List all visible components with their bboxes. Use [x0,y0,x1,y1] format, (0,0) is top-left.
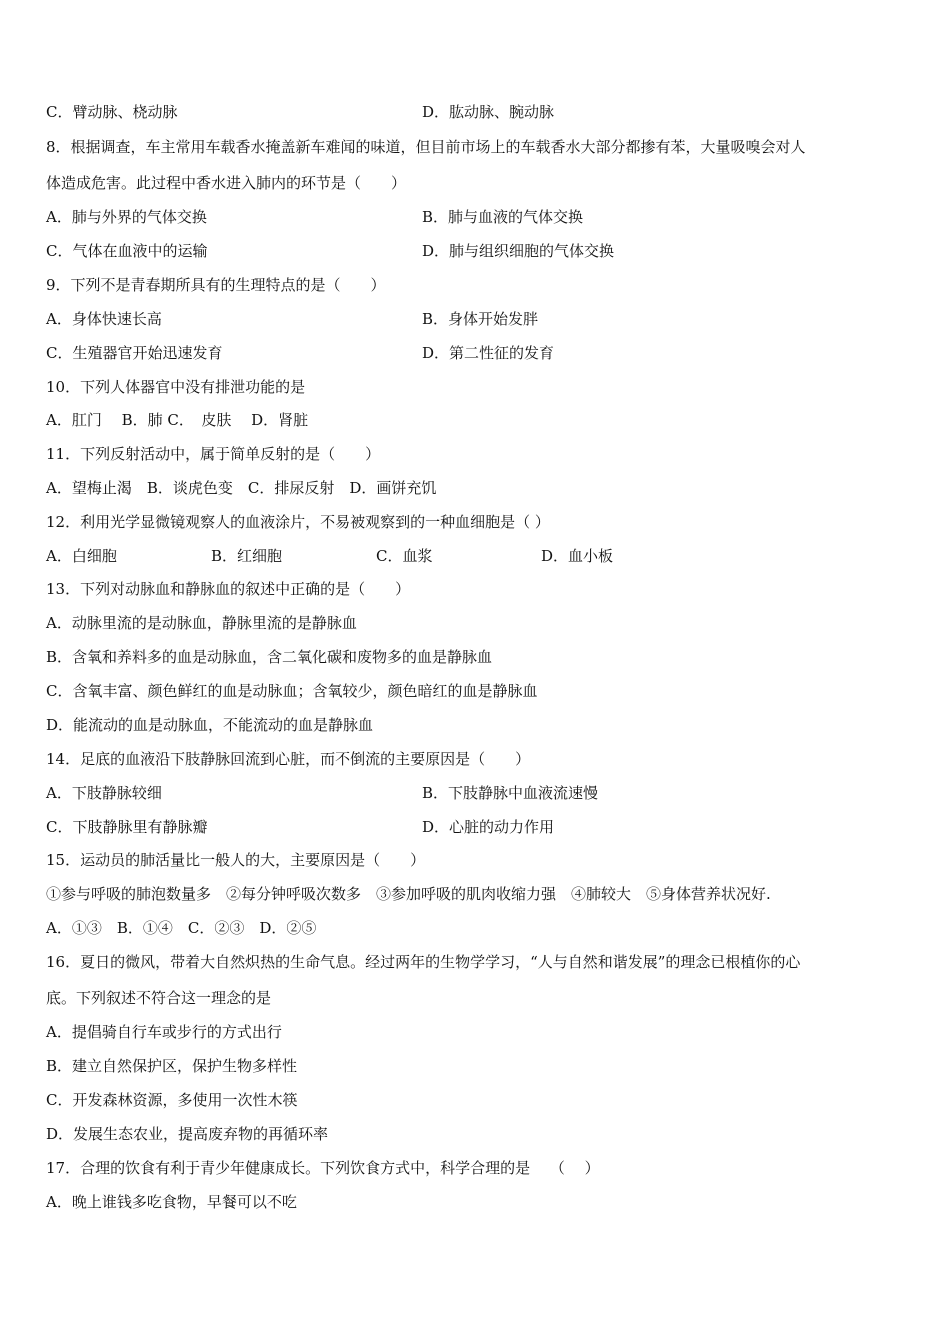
question-16: 16．夏日的微风，带着大自然炽热的生命气息。经过两年的生物学学习，“人与自然和谐发展”的理念已根植你的心 [46,953,801,971]
option-row [46,309,539,329]
question-10: 10．下列人体器官中没有排泄功能的是 [46,378,306,396]
option-a: A．身体快速长高 [46,310,162,328]
option-row [46,241,615,261]
question-14: 14．足底的血液沿下肢静脉回流到心脏，而不倒流的主要原因是（ ） [46,750,531,768]
option-d: D．发展生态农业，提高废弃物的再循环率 [46,1125,329,1143]
option-row [46,343,555,363]
option-b: B．下肢静脉中血液流速慢 [422,784,599,802]
option-d: D．血小板 [541,547,614,565]
option-b: B．含氧和养料多的血是动脉血，含二氧化碳和废物多的血是静脉血 [46,648,493,666]
question-13: 13．下列对动脉血和静脉血的叙述中正确的是（ ） [46,580,411,598]
option-c: C．生殖器官开始迅速发育 [46,344,223,362]
option-b: B．身体开始发胖 [422,310,539,328]
options-15: A．①③ B．①④ C．②③ D．②⑤ [46,919,317,937]
option-a: A．晚上谁钱多吃食物，早餐可以不吃 [46,1193,297,1211]
option-row [46,207,584,227]
option-c: C．含氧丰富、颜色鲜红的血是动脉血；含氧较少，颜色暗红的血是静脉血 [46,682,538,700]
question-12: 12．利用光学显微镜观察人的血液涂片，不易被观察到的一种血细胞是（ ） [46,513,550,531]
question-16-cont: 底。下列叙述不符合这一理念的是 [46,989,272,1007]
option-a: A．白细胞 [46,547,117,565]
option-d: D．肺与组织细胞的气体交换 [422,242,615,260]
statements-15: ①参与呼吸的肺泡数量多 ②每分钟呼吸次数多 ③参加呼吸的肌肉收缩力强 ④肺较大 ⑤身体营养状况好. [46,885,771,903]
option-b: B．红细胞 [211,547,283,565]
option-d: D．心脏的动力作用 [422,818,555,836]
options-11: A．望梅止渴 B．谈虎色变 C．排尿反射 D．画饼充饥 [46,479,437,497]
option-a: A．提倡骑自行车或步行的方式出行 [46,1023,282,1041]
question-9: 9．下列不是青春期所具有的生理特点的是（ ） [46,276,386,294]
option-d: D．能流动的血是动脉血，不能流动的血是静脉血 [46,716,374,734]
option-a: A．肺与外界的气体交换 [46,208,207,226]
option-row [46,817,555,837]
option-c: C．气体在血液中的运输 [46,242,208,260]
question-11: 11．下列反射活动中，属于简单反射的是（ ） [46,445,381,463]
option-d: D．肱动脉、腕动脉 [422,103,555,121]
options-10: A．肛门 B．肺 C． 皮肤 D．肾脏 [46,411,309,429]
option-a: A．动脉里流的是动脉血，静脉里流的是静脉血 [46,614,357,632]
question-8-cont: 体造成危害。此过程中香水进入肺内的环节是（ ） [46,174,407,192]
option-c: C．臂动脉、桡动脉 [46,103,178,121]
question-15: 15．运动员的肺活量比一般人的大，主要原因是（ ） [46,851,426,869]
option-d: D．第二性征的发育 [422,344,555,362]
option-c: C．开发森林资源，多使用一次性木筷 [46,1091,298,1109]
option-row [46,783,599,803]
option-b: B．建立自然保护区，保护生物多样性 [46,1057,298,1075]
option-row [46,102,555,122]
option-c: C．下肢静脉里有静脉瓣 [46,818,208,836]
option-a: A．下肢静脉较细 [46,784,162,802]
question-8: 8．根据调查，车主常用车载香水掩盖新车难闻的味道，但目前市场上的车载香水大部分都掺有苯，大量吸嗅会对人 [46,138,806,156]
question-17: 17．合理的饮食有利于青少年健康成长。下列饮食方式中，科学合理的是 （ ） [46,1159,600,1177]
option-c: C．血浆 [376,547,433,565]
option-b: B．肺与血液的气体交换 [422,208,584,226]
